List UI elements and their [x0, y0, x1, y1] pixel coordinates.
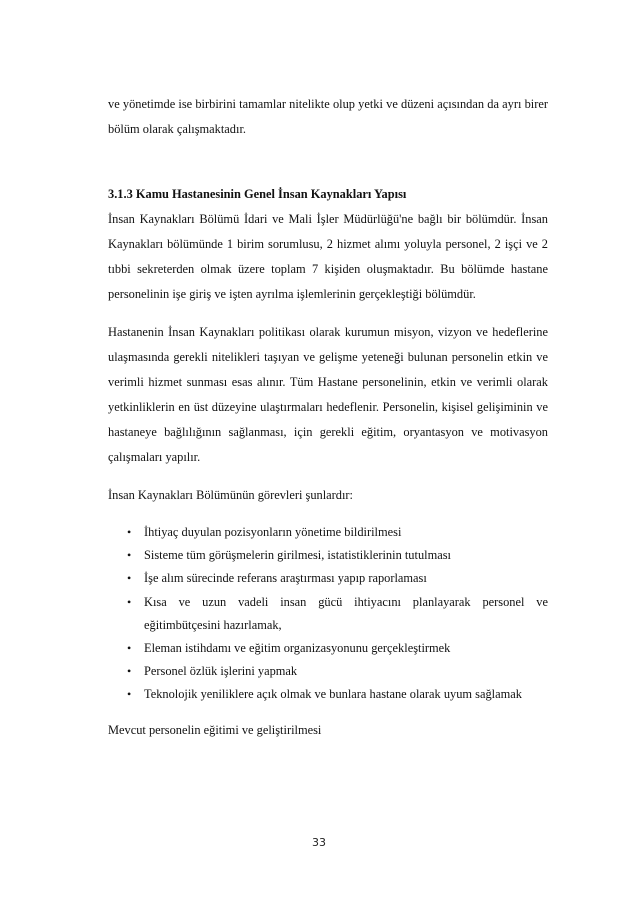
list-item [108, 637, 548, 660]
bullet-icon: • [127, 664, 132, 679]
list-item [108, 683, 548, 706]
bullet-icon: • [127, 571, 132, 586]
list-item-text: İşe alım sürecinde referans araştırması yapıp raporlaması [144, 571, 427, 586]
list-item [108, 544, 548, 567]
document-page [108, 92, 548, 743]
list-item-text: Kısa ve uzun vadeli insan gücü ihtiyacını planlayarak personel ve eğitimbütçesini hazırlamak, [144, 594, 548, 632]
list-item [108, 521, 548, 544]
bullet-icon: • [127, 641, 132, 656]
page-number: 33 [312, 836, 326, 849]
list-item-text: Eleman istihdamı ve eğitim organizasyonunu gerçekleştirmek [144, 641, 451, 656]
section-heading: 3.1.3 Kamu Hastanesinin Genel İnsan Kaynakları Yapısı [108, 187, 407, 201]
bullet-icon: • [127, 525, 132, 539]
list-intro: İnsan Kaynakları Bölümünün görevleri şunlardır: [108, 488, 353, 502]
list-item-text: Personel özlük işlerini yapmak [144, 664, 298, 679]
list-item [108, 591, 548, 637]
closing-line: Mevcut personelin eğitimi ve geliştirilmesi [108, 722, 322, 737]
bullet-icon: • [127, 548, 132, 563]
list-item [108, 660, 548, 683]
bullet-icon: • [127, 594, 132, 609]
list-item-text: İhtiyaç duyulan pozisyonların yönetime bildirilmesi [144, 525, 402, 539]
paragraph-policy: Hastanenin İnsan Kaynakları politikası olarak kurumun misyon, vizyon ve hedeflerine ulaşmasında gerekli nitelikleri taşıyan ve gelişme yeteneği bulunan personelin etkin ve verimli hizmet sunması esas alınır. Tüm Hastane personelinin, etkin ve verimli olarak yetkinliklerin en üst düzeyine ulaştırmaları hedeflenir. Personelin, kişisel gelişiminin ve hastaneye bağlılığının sağlanması, için gerekli eğitim, oryantasyon ve motivasyon çalışmaları yapılır. [108, 325, 548, 464]
intro-paragraph: ve yönetimde ise birbirini tamamlar nitelikte olup yetki ve düzeni açısından da ayrı birer bölüm olarak çalışmaktadır. [108, 97, 548, 136]
list-item [108, 567, 548, 590]
bullet-icon: • [127, 687, 132, 702]
paragraph-structure: İnsan Kaynakları Bölümü İdari ve Mali İşler Müdürlüğü'ne bağlı bir bölümdür. İnsan Kaynakları bölümünde 1 birim sorumlusu, 2 hizmet alımı yoluyla personel, 2 işçi ve 2 tıbbi sekreterden olmak üzere toplam 7 kişiden oluşmaktadır. Bu bölümde hastane personelinin işe giriş ve işten ayrılma işlemlerinin gerçekleştiği bölümdür. [108, 212, 548, 301]
duties-list [108, 521, 548, 707]
list-item-text: Sisteme tüm görüşmelerin girilmesi, istatistiklerinin tutulması [144, 548, 451, 563]
list-item-text: Teknolojik yeniliklere açık olmak ve bunlara hastane olarak uyum sağlamak [144, 687, 522, 702]
